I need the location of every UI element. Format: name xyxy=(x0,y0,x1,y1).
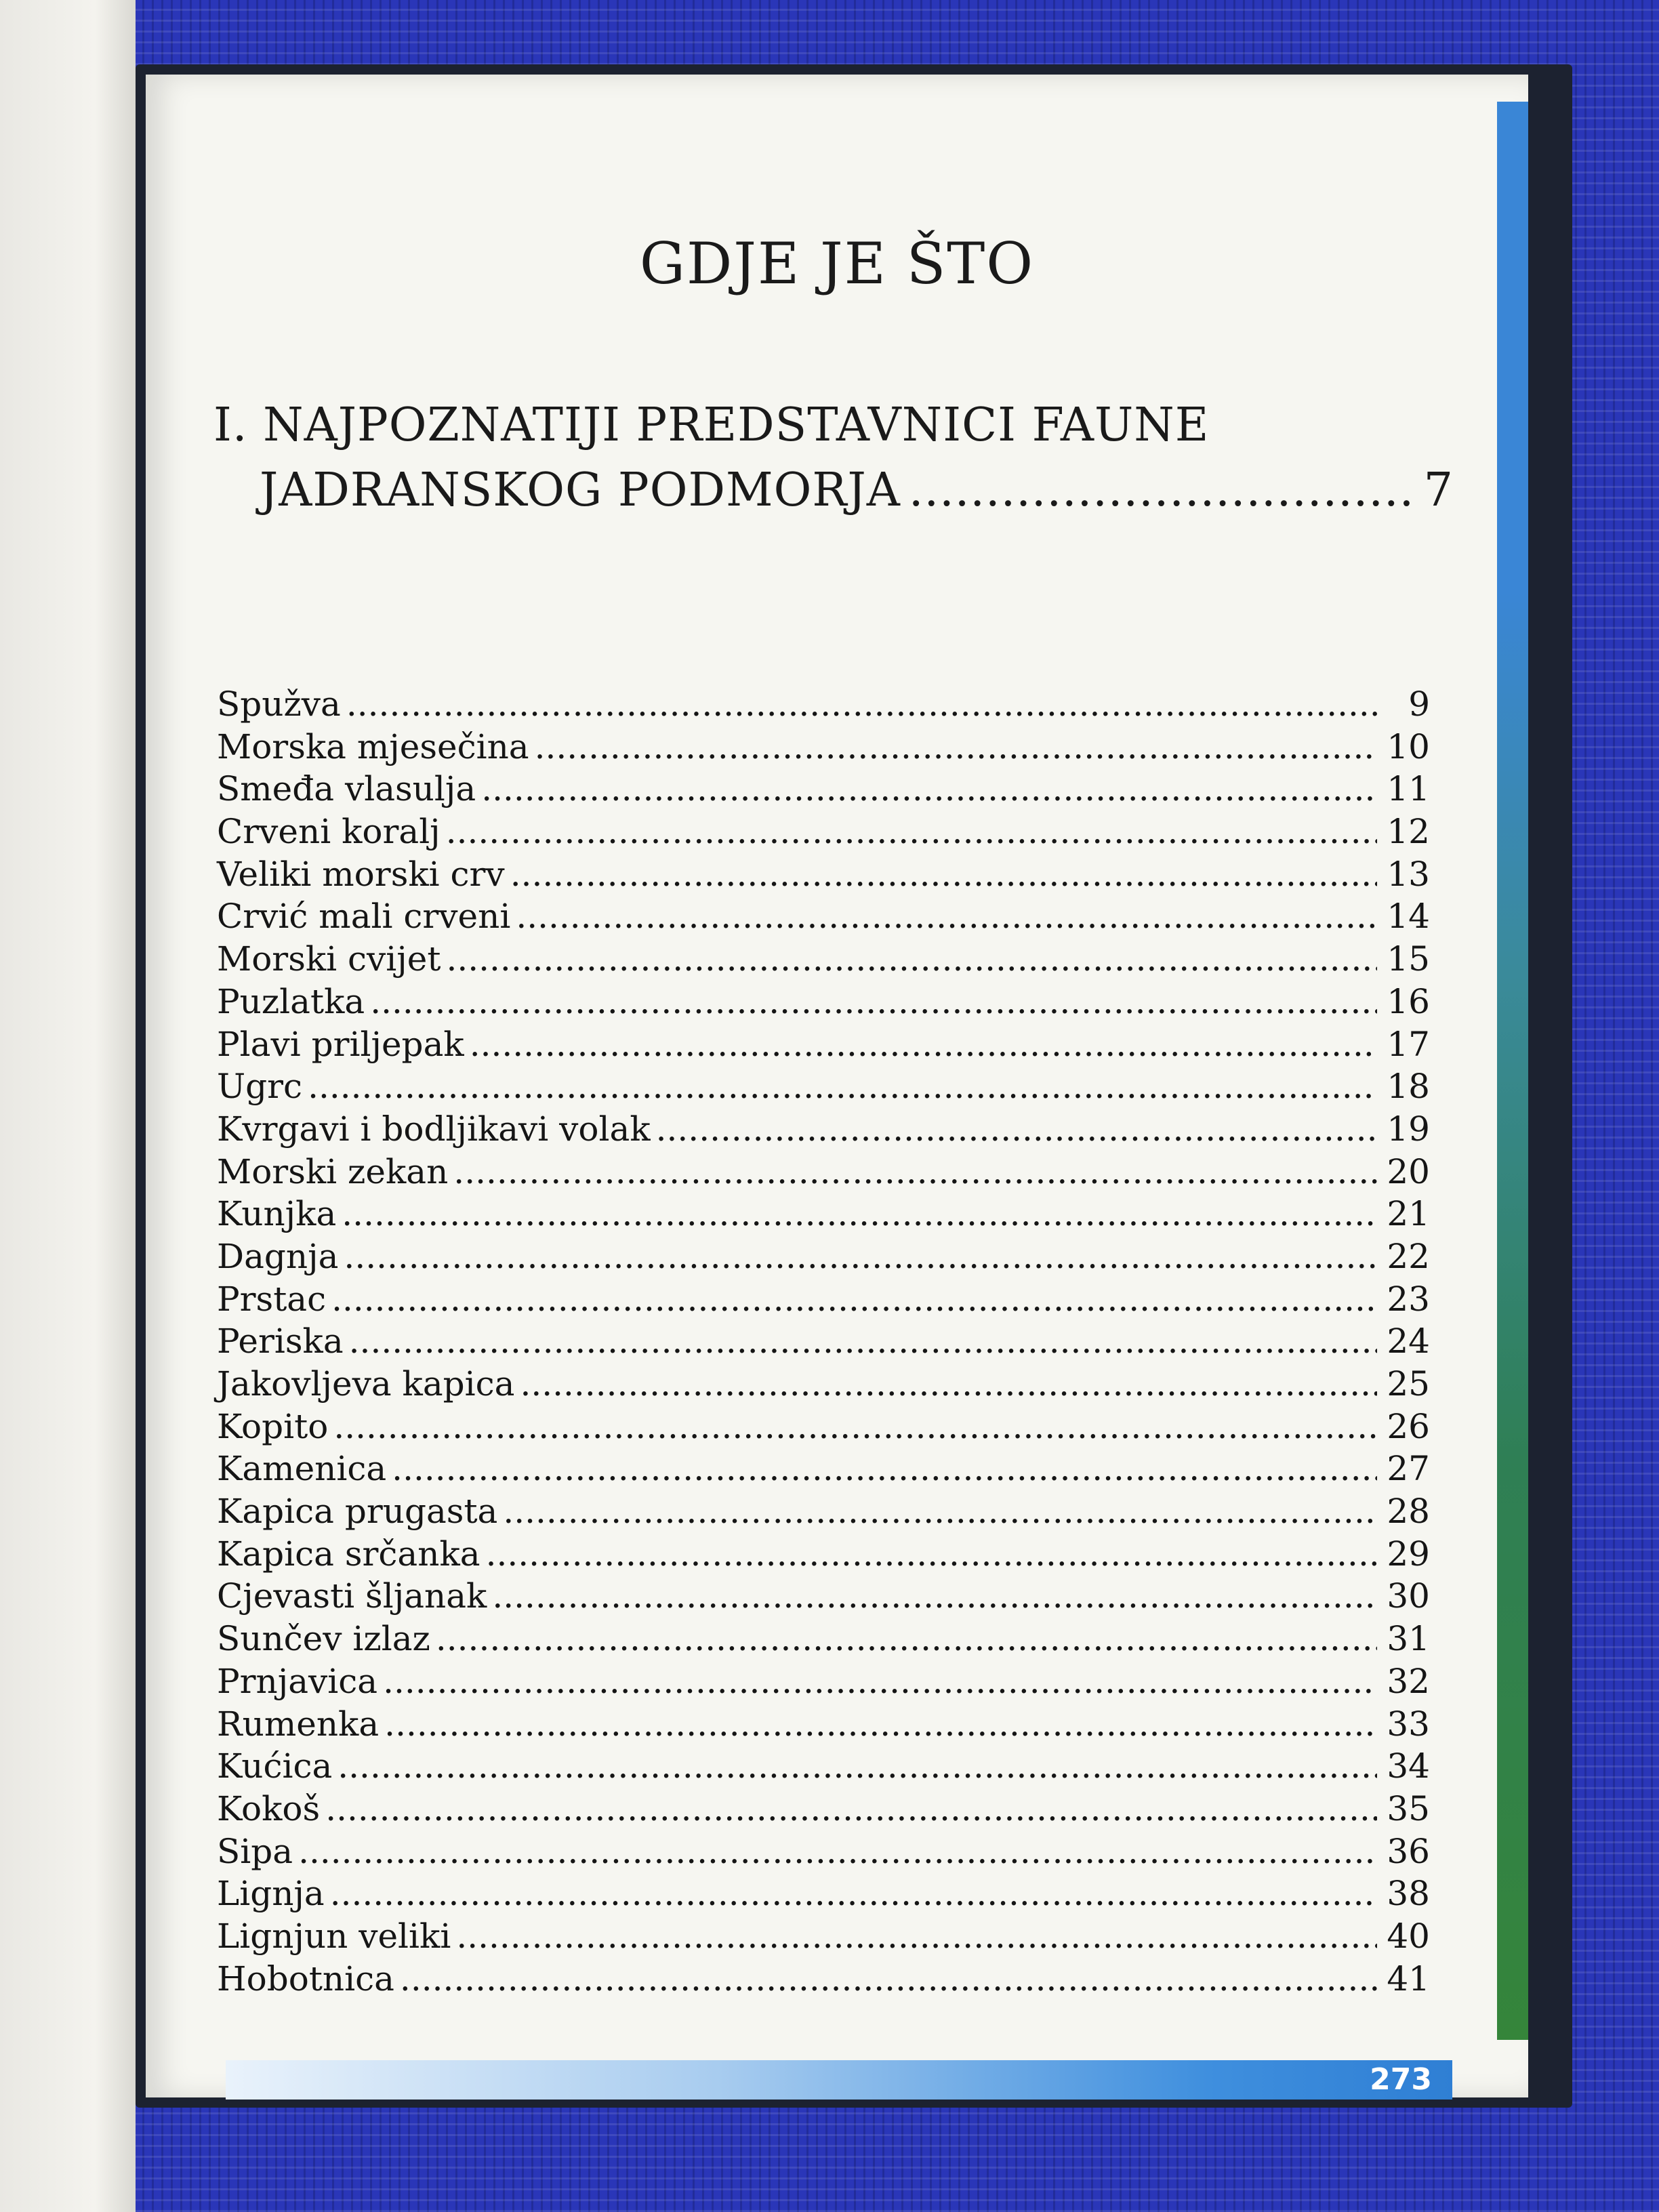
toc-entry-page: 38 xyxy=(1387,1874,1430,1914)
toc-entry xyxy=(217,897,1430,939)
page-edge-strip xyxy=(1497,102,1528,2040)
toc-entry-name: Morska mjesečina xyxy=(217,726,529,766)
toc-entry xyxy=(217,1492,1430,1534)
toc-entry-page: 33 xyxy=(1387,1704,1430,1744)
toc-entry-page: 36 xyxy=(1387,1831,1430,1871)
table-of-contents xyxy=(217,684,1430,2001)
toc-entry xyxy=(217,812,1430,855)
section-page-number: 7 xyxy=(1423,464,1454,517)
footer-bar xyxy=(226,2060,1452,2100)
toc-entry xyxy=(217,1237,1430,1279)
toc-entry-name: Morski cvijet xyxy=(217,939,441,979)
leader-dots xyxy=(481,769,1377,808)
leader-dots xyxy=(325,1789,1377,1828)
toc-entry xyxy=(217,1407,1430,1450)
leader-dots xyxy=(446,939,1377,979)
section-heading-line2: JADRANSKOG PODMORJA xyxy=(260,464,901,517)
page-title: GDJE JE ŠTO xyxy=(639,230,1035,297)
toc-entry-page: 13 xyxy=(1387,854,1430,894)
toc-entry-name: Rumenka xyxy=(217,1704,380,1744)
toc-entry-name: Lignjun veliki xyxy=(217,1916,451,1956)
toc-entry-page: 35 xyxy=(1387,1788,1430,1828)
toc-entry-name: Puzlatka xyxy=(217,981,365,1021)
toc-entry-name: Kvrgavi i bodljikavi volak xyxy=(217,1109,651,1149)
toc-entry-name: Ugrc xyxy=(217,1067,303,1107)
toc-entry xyxy=(217,1576,1430,1619)
toc-entry xyxy=(217,1662,1430,1704)
toc-entry-page: 21 xyxy=(1387,1194,1430,1234)
toc-entry xyxy=(217,769,1430,812)
leader-dots xyxy=(436,1619,1377,1658)
leader-dots xyxy=(456,1917,1377,1956)
toc-entry-name: Sipa xyxy=(217,1831,293,1871)
toc-entry-page: 23 xyxy=(1387,1279,1430,1319)
leader-dots xyxy=(346,684,1377,724)
toc-entry-name: Smeđa vlasulja xyxy=(217,769,476,809)
toc-entry xyxy=(217,1959,1430,2002)
toc-entry-name: Kućica xyxy=(217,1746,333,1786)
toc-entry-page: 30 xyxy=(1387,1576,1430,1616)
toc-entry-page: 11 xyxy=(1387,769,1430,809)
toc-entry-name: Jakovljeva kapica xyxy=(217,1364,515,1404)
section-heading xyxy=(213,393,1454,523)
leader-dots xyxy=(492,1576,1377,1616)
toc-entry-name: Spužva xyxy=(217,684,341,724)
toc-entry xyxy=(217,1534,1430,1577)
toc-entry-name: Sunčev izlaz xyxy=(217,1619,430,1659)
leader-dots xyxy=(331,1279,1377,1319)
toc-entry-page: 27 xyxy=(1387,1449,1430,1489)
toc-entry-name: Kamenica xyxy=(217,1449,387,1489)
section-heading-line2-row xyxy=(213,458,1454,523)
toc-entry-name: Cjevasti šljanak xyxy=(217,1576,487,1616)
leader-dots xyxy=(470,1025,1377,1064)
toc-entry xyxy=(217,1832,1430,1875)
book-page xyxy=(146,75,1528,2097)
leader-dots xyxy=(349,1322,1377,1361)
toc-entry-name: Prstac xyxy=(217,1279,327,1319)
leader-dots xyxy=(453,1152,1377,1191)
leader-dots xyxy=(384,1704,1377,1744)
toc-entry-page: 22 xyxy=(1387,1236,1430,1276)
toc-entry-page: 32 xyxy=(1387,1661,1430,1701)
toc-entry xyxy=(217,1364,1430,1407)
toc-entry-page: 26 xyxy=(1387,1406,1430,1446)
toc-entry xyxy=(217,982,1430,1025)
section-heading-line1: I. NAJPOZNATIJI PREDSTAVNICI FAUNE xyxy=(213,398,1210,452)
toc-entry-page: 10 xyxy=(1387,726,1430,766)
toc-entry-name: Plavi priljepak xyxy=(217,1024,464,1064)
toc-entry-name: Hobotnica xyxy=(217,1959,394,1999)
leader-dots xyxy=(392,1449,1377,1488)
toc-entry xyxy=(217,1194,1430,1237)
toc-entry xyxy=(217,1874,1430,1917)
toc-entry xyxy=(217,1152,1430,1195)
toc-entry-name: Lignja xyxy=(217,1874,325,1914)
toc-entry xyxy=(217,855,1430,897)
leader-dots xyxy=(510,855,1377,894)
leader-dots xyxy=(909,458,1416,523)
toc-entry-page: 31 xyxy=(1387,1619,1430,1659)
leader-dots xyxy=(400,1959,1377,1999)
leader-dots xyxy=(503,1492,1377,1531)
toc-entry-name: Kunjka xyxy=(217,1194,337,1234)
toc-entry-name: Kapica srčanka xyxy=(217,1534,480,1574)
toc-entry-name: Dagnja xyxy=(217,1236,339,1276)
toc-entry xyxy=(217,1619,1430,1662)
toc-entry-page: 9 xyxy=(1408,684,1430,724)
toc-entry-page: 15 xyxy=(1387,939,1430,979)
toc-entry xyxy=(217,1789,1430,1832)
leader-dots xyxy=(342,1194,1377,1233)
leader-dots xyxy=(516,897,1377,936)
leader-dots xyxy=(383,1662,1377,1701)
toc-entry-name: Kapica prugasta xyxy=(217,1492,498,1532)
toc-entry xyxy=(217,1917,1430,1959)
toc-entry xyxy=(217,939,1430,982)
leader-dots xyxy=(308,1067,1377,1106)
leader-dots xyxy=(337,1746,1377,1786)
toc-entry xyxy=(217,1746,1430,1789)
toc-entry xyxy=(217,1704,1430,1747)
toc-entry-name: Morski zekan xyxy=(217,1151,449,1191)
leader-dots xyxy=(486,1534,1377,1574)
leader-dots xyxy=(446,812,1377,851)
leader-dots xyxy=(298,1832,1377,1871)
facing-page xyxy=(0,0,136,2212)
toc-entry-page: 19 xyxy=(1387,1109,1430,1149)
toc-entry-page: 29 xyxy=(1387,1534,1430,1574)
toc-entry-page: 16 xyxy=(1387,981,1430,1021)
toc-entry-name: Veliki morski crv xyxy=(217,854,505,894)
toc-entry-page: 41 xyxy=(1387,1959,1430,1999)
toc-entry xyxy=(217,1449,1430,1492)
page-number: 273 xyxy=(1370,2062,1432,2097)
toc-entry-name: Crvić mali crveni xyxy=(217,897,511,937)
toc-entry-page: 28 xyxy=(1387,1492,1430,1532)
leader-dots xyxy=(330,1874,1377,1913)
toc-entry xyxy=(217,684,1430,727)
leader-dots xyxy=(333,1407,1377,1446)
toc-entry-page: 40 xyxy=(1387,1916,1430,1956)
toc-entry xyxy=(217,1322,1430,1364)
toc-entry-page: 25 xyxy=(1387,1364,1430,1404)
toc-entry-name: Kokoš xyxy=(217,1788,321,1828)
toc-entry xyxy=(217,727,1430,770)
toc-entry-name: Prnjavica xyxy=(217,1661,378,1701)
toc-entry-page: 17 xyxy=(1387,1024,1430,1064)
toc-entry-page: 34 xyxy=(1387,1746,1430,1786)
leader-dots xyxy=(370,982,1377,1021)
leader-dots xyxy=(344,1237,1377,1276)
toc-entry xyxy=(217,1067,1430,1109)
toc-entry-page: 14 xyxy=(1387,897,1430,937)
leader-dots xyxy=(535,727,1377,766)
toc-entry-name: Periska xyxy=(217,1322,344,1361)
leader-dots xyxy=(520,1364,1377,1404)
toc-entry-page: 12 xyxy=(1387,812,1430,852)
leader-dots xyxy=(656,1109,1377,1149)
toc-entry-page: 24 xyxy=(1387,1322,1430,1361)
toc-entry xyxy=(217,1109,1430,1152)
toc-entry xyxy=(217,1279,1430,1322)
toc-entry-page: 20 xyxy=(1387,1151,1430,1191)
toc-entry xyxy=(217,1025,1430,1067)
toc-entry-name: Kopito xyxy=(217,1406,329,1446)
toc-entry-page: 18 xyxy=(1387,1067,1430,1107)
toc-entry-name: Crveni koralj xyxy=(217,812,441,852)
